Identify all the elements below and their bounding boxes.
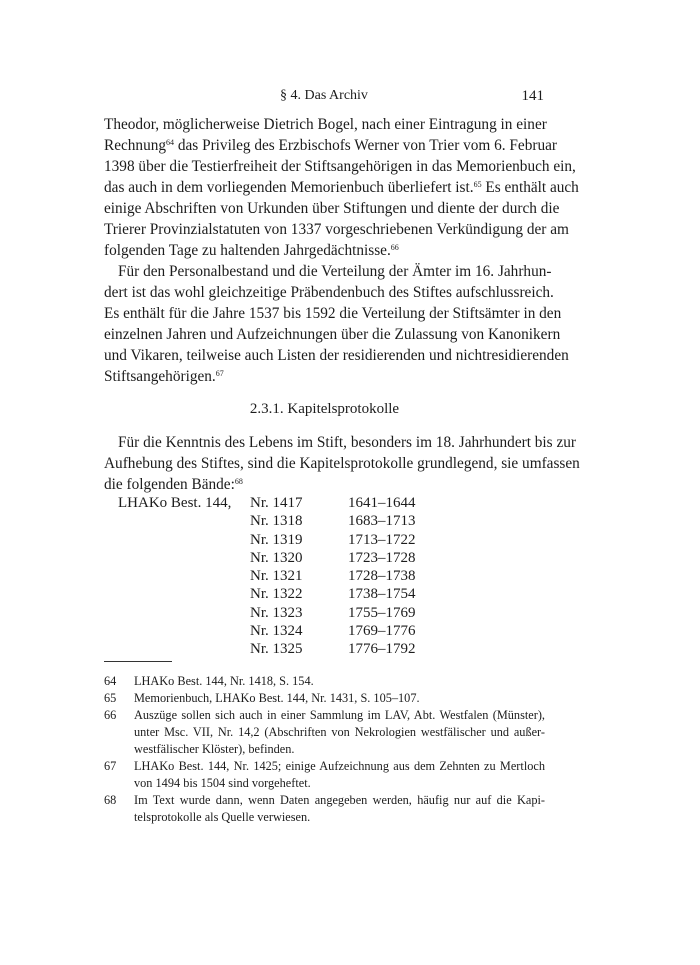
footnote-text-line: telsprotokolle als Quelle verwiesen. bbox=[134, 810, 311, 824]
footnote-64 bbox=[104, 673, 545, 690]
text-line: das auch in dem vorliegenden Memorienbuch überliefert ist.$^{65}$ Es enthält auch bbox=[104, 179, 579, 196]
text-line: dert ist das wohl gleichzeitige Präbendenbuch des Stiftes aufschlussreich. bbox=[104, 284, 554, 301]
volume-years: 1728–1738 bbox=[348, 568, 416, 585]
volume-number: Nr. 1325 bbox=[250, 641, 303, 658]
volume-years: 1738–1754 bbox=[348, 586, 416, 603]
footnote-number: 64 bbox=[104, 674, 117, 688]
text-line: Für den Personalbestand und die Verteilung der Ämter im 16. Jahrhun- bbox=[118, 263, 552, 280]
footnote-text-line: unter Msc. VII, Nr. 14,2 (Abschriften von Nekrologien westfälischer und außer- bbox=[134, 725, 545, 739]
volume-row bbox=[104, 622, 545, 640]
footnote-number: 66 bbox=[104, 708, 117, 722]
footnote-66 bbox=[104, 707, 545, 758]
volume-years: 1713–1722 bbox=[348, 531, 416, 548]
volume-number: Nr. 1319 bbox=[250, 531, 303, 548]
footnote-ref-68: 68 bbox=[234, 477, 243, 486]
text-line: und Vikaren, teilweise auch Listen der residierenden und nichtresidierenden bbox=[104, 347, 569, 364]
paragraph-2 bbox=[104, 261, 569, 387]
volumes-table bbox=[104, 494, 545, 659]
text-line: Rechnung$^{64}$ das Privileg des Erzbischofs Werner von Trier vom 6. Februar bbox=[104, 137, 557, 154]
paragraph-1 bbox=[104, 114, 579, 261]
running-header bbox=[104, 86, 544, 106]
volume-row bbox=[104, 604, 545, 622]
text-line: einzelnen Jahren und Aufzeichnungen über die Zulassung von Kanonikern bbox=[104, 326, 561, 343]
volume-years: 1755–1769 bbox=[348, 604, 416, 621]
footnote-number: 68 bbox=[104, 793, 117, 807]
text-line: Theodor, möglicherweise Dietrich Bogel, nach einer Eintragung in einer bbox=[104, 116, 547, 133]
footnote-text-line: LHAKo Best. 144, Nr. 1425; einige Aufzeichnung aus dem Zehnten zu Mertloch bbox=[134, 759, 545, 773]
footnote-ref-64: 64 bbox=[166, 138, 175, 147]
archive-reference: LHAKo Best. 144, bbox=[118, 495, 232, 511]
footnote-67 bbox=[104, 758, 545, 792]
text-line: einige Abschriften von Urkunden über Stiftungen und diente der durch die bbox=[104, 200, 560, 217]
volume-row bbox=[104, 640, 545, 658]
footnote-ref-66: 66 bbox=[390, 243, 399, 252]
volume-number: Nr. 1320 bbox=[250, 549, 303, 566]
volume-years: 1776–1792 bbox=[348, 641, 416, 658]
footnote-text-line: LHAKo Best. 144, Nr. 1418, S. 154. bbox=[134, 674, 314, 688]
text-line: folgenden Tage zu haltenden Jahrgedächtnisse.$^{66}$ bbox=[104, 242, 399, 259]
running-header-section: § 4. Das Archiv bbox=[280, 88, 368, 103]
footnote-68 bbox=[104, 792, 545, 826]
volume-number: Nr. 1318 bbox=[250, 513, 303, 530]
text-line: Stiftsangehörigen.$^{67}$ bbox=[104, 368, 224, 385]
footnote-text-line: von 1494 bis 1504 sind vorgeheftet. bbox=[134, 776, 311, 790]
footnote-text-line: westfälischer Klöster), befinden. bbox=[134, 742, 295, 756]
volume-row bbox=[104, 567, 545, 585]
volume-row bbox=[104, 512, 545, 530]
volume-number: Nr. 1323 bbox=[250, 604, 303, 621]
section-heading: 2.3.1. Kapitelsprotokolle bbox=[249, 401, 400, 417]
volume-years: 1641–1644 bbox=[348, 495, 416, 511]
volume-number: Nr. 1417 bbox=[250, 495, 303, 511]
text-line: Aufhebung des Stiftes, sind die Kapitelsprotokolle grundlegend, sie umfassen bbox=[104, 455, 580, 472]
volume-number: Nr. 1322 bbox=[250, 586, 303, 603]
text-line: 1398 über die Testierfreiheit der Stiftsangehörigen in das Memorienbuch ein, bbox=[104, 158, 576, 175]
paragraph-3 bbox=[104, 432, 580, 495]
volume-row bbox=[104, 585, 545, 603]
text-line: Es enthält für die Jahre 1537 bis 1592 die Verteilung der Stiftsämter in den bbox=[104, 305, 562, 322]
footnote-text-line: Auszüge sollen sich auch in einer Sammlung im LAV, Abt. Westfalen (Münster), bbox=[134, 708, 545, 722]
footnote-divider bbox=[104, 661, 172, 662]
volume-number: Nr. 1321 bbox=[250, 568, 303, 585]
volume-number: Nr. 1324 bbox=[250, 623, 303, 640]
text-line: Für die Kenntnis des Lebens im Stift, besonders im 18. Jahrhundert bis zur bbox=[118, 434, 576, 451]
footnote-ref-65: 65 bbox=[473, 180, 482, 189]
volume-row bbox=[104, 531, 545, 549]
footnote-65 bbox=[104, 690, 545, 707]
volume-row bbox=[104, 549, 545, 567]
footnote-text-line: Memorienbuch, LHAKo Best. 144, Nr. 1431, S. 105–107. bbox=[134, 691, 420, 705]
volume-row bbox=[104, 494, 545, 512]
footnote-text-line: Im Text wurde dann, wenn Daten angegeben werden, häufig nur auf die Kapi- bbox=[134, 793, 545, 807]
footnote-ref-67: 67 bbox=[215, 369, 224, 378]
text-line: Trierer Provinzialstatuten von 1337 vorgeschriebenen Verkündigung der am bbox=[104, 221, 569, 238]
volume-years: 1723–1728 bbox=[348, 549, 416, 566]
footnote-number: 67 bbox=[104, 759, 117, 773]
text-line: die folgenden Bände:$^{68}$ bbox=[104, 476, 243, 493]
volume-years: 1769–1776 bbox=[348, 623, 416, 640]
page-number: 141 bbox=[521, 88, 544, 104]
footnotes bbox=[104, 673, 545, 826]
footnote-number: 65 bbox=[104, 691, 117, 705]
volume-years: 1683–1713 bbox=[348, 513, 416, 530]
